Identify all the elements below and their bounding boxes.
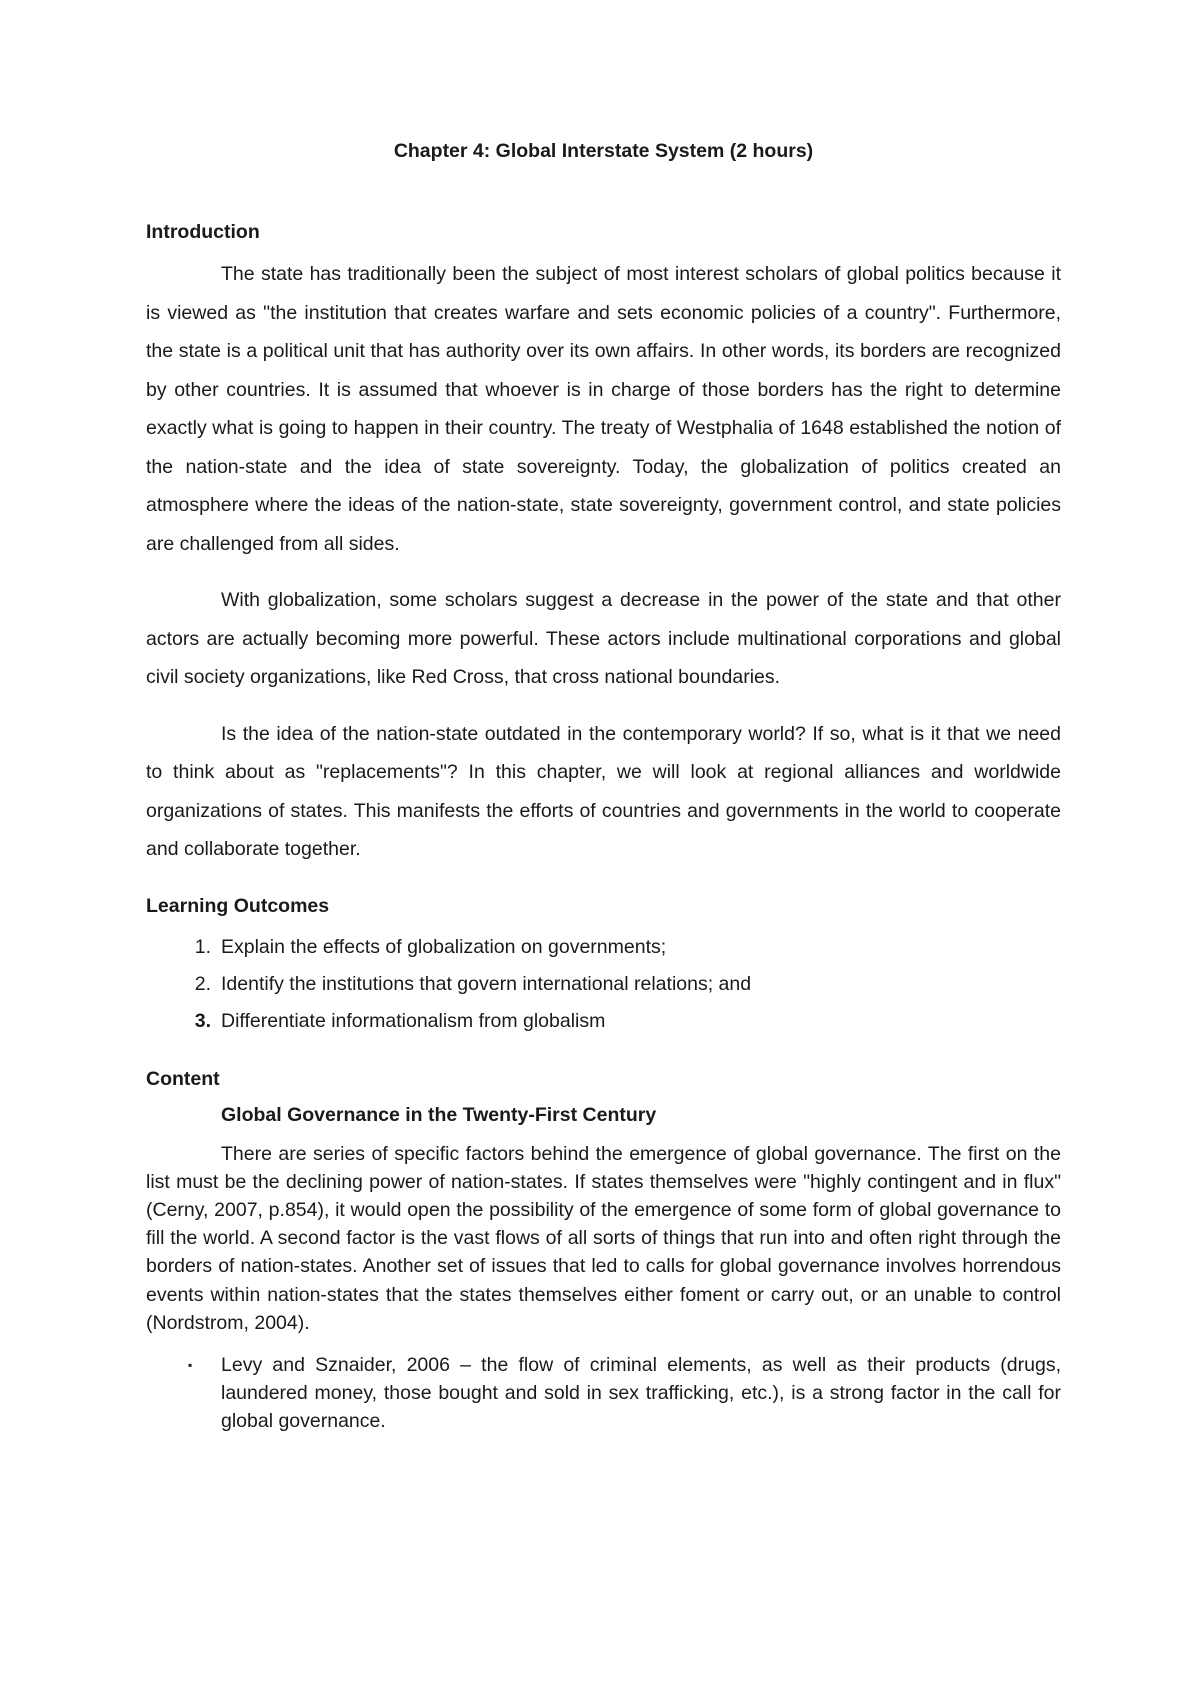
introduction-heading: Introduction: [146, 221, 260, 243]
square-bullet-icon: ▪: [188, 1357, 193, 1372]
intro-paragraph-3: Is the idea of the nation-state outdated in the contemporary world? If so, what is it that we need to think about as "replacements"? In this chapter, we will look at regional alliances and worldwide organizations of states. This manifests the efforts of countries and governments in the world to cooperate and collaborate together.: [146, 722, 1061, 860]
page-title: Chapter 4: Global Interstate System (2 hours): [393, 140, 814, 162]
learning-outcomes-heading: Learning Outcomes: [146, 894, 330, 917]
intro-paragraph-2: With globalization, some scholars suggest a decrease in the power of the state and that other actors are actually becoming more powerful. These actors include multinational corporations and global civil society organizations, like Red Cross, that cross national boundaries.: [146, 589, 1061, 688]
list-item: [146, 1003, 1061, 1040]
list-item-text: Explain the effects of globalization on governments;: [221, 935, 667, 958]
list-item: [146, 966, 1061, 1003]
intro-paragraph-1: The state has traditionally been the subject of most interest scholars of global politics because it is viewed as "the institution that creates warfare and sets economic policies of a country". Furthermore, the state is a political unit that has authority over its own affairs. In other words, its borders are recognized by other countries. It is assumed that whoever is in charge of those borders has the right to determine exactly what is going to happen in their country. The treaty of Westphalia of 1648 established the notion of the nation-state and the idea of state sovereignty. Today, the globalization of politics created an atmosphere where the ideas of the nation-state, state sovereignty, government control, and state policies are challenged from all sides.: [146, 263, 1061, 555]
list-item-text: Differentiate informationalism from globalism: [221, 1009, 606, 1032]
content-subheading: Global Governance in the Twenty-First Century: [221, 1103, 657, 1126]
list-item-text: Identify the institutions that govern international relations; and: [221, 972, 752, 995]
content-heading: Content: [146, 1067, 220, 1090]
list-item: [146, 1351, 1061, 1436]
content-paragraph: There are series of specific factors behind the emergence of global governance. The first on the list must be the declining power of nation-states. If states themselves were "highly contingent and in flux" (Cerny, 2007, p.854), it would open the possibility of the emergence of some form of global governance to fill the world. A second factor is the vast flows of all sorts of things that run into and often right through the borders of nation-states. Another set of issues that led to calls for global governance involves horrendous events within nation-states that the states themselves either foment or carry out, or an unable to control (Nordstrom, 2004).: [146, 1142, 1061, 1334]
learning-outcomes-list: [146, 929, 1061, 1040]
list-item-number: 3.: [194, 1009, 211, 1032]
document-page: [146, 140, 1061, 1436]
bullet-text: Levy and Sznaider, 2006 – the flow of criminal elements, as well as their products (drugs, laundered money, those bought and sold in sex trafficking, etc.), is a strong factor in the call for global governance.: [221, 1353, 1061, 1433]
list-item-number: 1.: [194, 935, 211, 958]
list-item: [146, 929, 1061, 966]
content-bullet-list: [146, 1351, 1061, 1436]
list-item-number: 2.: [194, 972, 211, 995]
